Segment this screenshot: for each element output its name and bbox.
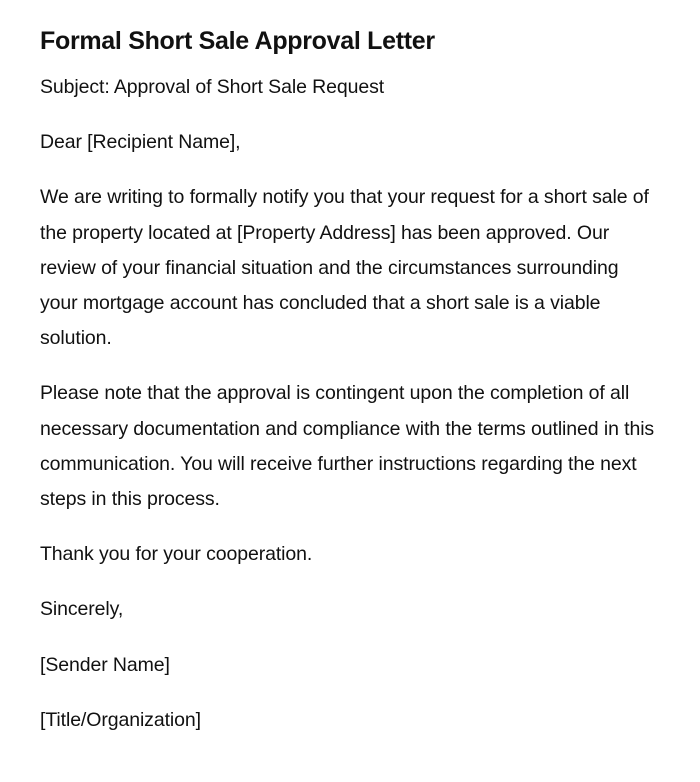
- sender-title: [Title/Organization]: [40, 708, 201, 731]
- subject-line: Subject: Approval of Short Sale Request: [40, 76, 385, 98]
- letter-title: Formal Short Sale Approval Letter: [40, 27, 435, 55]
- thanks-line: Thank you for your cooperation.: [40, 543, 313, 566]
- body-paragraph-2: Please note that the approval is contingent upon the completion of all necessary documentation and compliance with the terms outlined in this communication. You will receive further instructions regarding the next steps in this process.: [40, 382, 655, 511]
- body-paragraph-1: We are writing to formally notify you that your request for a short sale of the property located at [Property Address] has been approved. Our review of your financial situation and the circumstances surrounding your mortgage account has concluded that a short sale is a viable solution.: [40, 186, 649, 350]
- sender-name: [Sender Name]: [40, 653, 170, 676]
- salutation: Dear [Recipient Name],: [40, 131, 241, 154]
- closing: Sincerely,: [40, 598, 124, 621]
